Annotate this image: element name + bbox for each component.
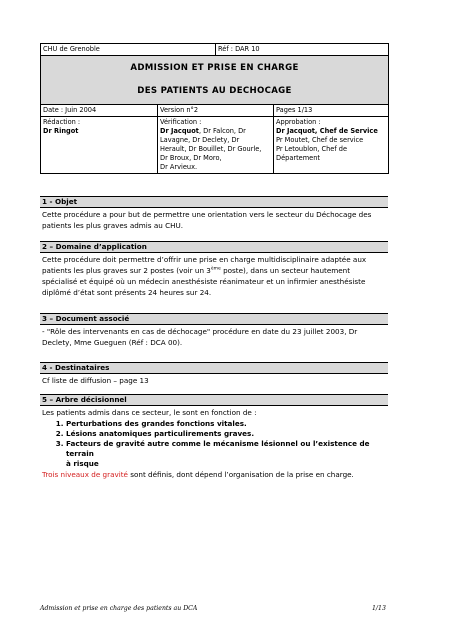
header-ref: Réf : DAR 10: [216, 44, 389, 56]
redaction-name: Dr Ringot: [43, 127, 79, 135]
approbation-cell: [274, 117, 389, 174]
list-item: 3. Facteurs de gravité autre comme le mécanisme lésionnel ou l’existence de terrain à risque: [66, 439, 386, 469]
section-arbre-decisionnel-title: 5 – Arbre décisionnel: [40, 394, 388, 406]
section-objet: [40, 196, 388, 231]
header-date: Date : Juin 2004: [41, 105, 158, 117]
header-pages: Pages 1/13: [274, 105, 389, 117]
header-row-org: [41, 44, 389, 56]
verification-text-2: Lavagne, Dr Declety, Dr: [160, 136, 240, 144]
list-item: 1. Perturbations des grandes fonctions vitales.: [66, 419, 386, 429]
header-org: CHU de Grenoble: [41, 44, 216, 56]
section-destinataires-body: [40, 374, 388, 386]
approbation-text-2: Pr Moutet, Chef de service: [276, 136, 364, 144]
section-domaine: [40, 241, 388, 298]
section-domaine-body: [40, 253, 388, 298]
section-domaine-line: diplômé d’état sont présents 24 heures sur 24.: [42, 288, 212, 297]
document-title-line1: ADMISSION ET PRISE EN CHARGE: [130, 63, 299, 73]
verification-text-1: , Dr Falcon, Dr: [198, 127, 246, 135]
section-document-associe-title: 3 – Document associé: [40, 313, 388, 325]
verification-lead: Dr Jacquot: [160, 127, 199, 135]
section-arbre-decisionnel-body: [40, 406, 388, 480]
list-item: 2. Lésions anatomiques particulirements graves.: [66, 429, 386, 439]
redaction-label: Rédaction :: [43, 118, 81, 126]
section-arbre-closing: Trois niveaux de gravité sont définis, dont dépend l’organisation de la prise en charge.: [42, 470, 354, 479]
verification-text-4: Dr Broux, Dr Moro,: [160, 154, 222, 162]
approbation-lead: Dr Jacquot, Chef de Service: [276, 127, 378, 135]
header-row-meta: [41, 105, 389, 117]
gravity-levels-highlight: Trois niveaux de gravité: [42, 470, 128, 479]
superscript-eme: ème: [210, 266, 221, 272]
header-version: Version n°2: [158, 105, 274, 117]
section-arbre-decisionnel: [40, 394, 388, 480]
section-objet-body: [40, 208, 388, 231]
verification-text-5: Dr Arvieux.: [160, 163, 198, 171]
section-destinataires-line: Cf liste de diffusion – page 13: [42, 376, 149, 385]
section-document-associe-line: - "Rôle des intervenants en cas de déchocage" procédure en date du 23 juillet 2003, Dr: [42, 327, 358, 336]
verification-text-3: Herault, Dr Bouillet, Dr Gourle,: [160, 145, 262, 153]
header-row-signatures: [41, 117, 389, 174]
criteria-list: [42, 419, 386, 469]
redaction-cell: [41, 117, 158, 174]
verification-cell: [158, 117, 274, 174]
section-arbre-intro: Les patients admis dans ce secteur, le sont en fonction de :: [42, 408, 257, 417]
verification-label: Vérification :: [160, 118, 202, 126]
section-domaine-line: patients les plus graves sur 2 postes (voir un 3ème poste), dans un secteur hautement: [42, 266, 351, 275]
section-document-associe: [40, 313, 388, 348]
section-domaine-line: Cette procédure doit permettre d’offrir une prise en charge multidisciplinaire adaptée aux: [42, 255, 367, 264]
document-title: [41, 56, 389, 105]
section-document-associe-body: [40, 325, 388, 348]
section-domaine-line: spécialisé et équipé où un médecin anesthésiste réanimateur et un infirmier anesthésiste: [42, 277, 366, 286]
section-objet-line: Cette procédure a pour but de permettre une orientation vers le secteur du Déchocage des: [42, 210, 372, 219]
footer-page-number: 1/13: [372, 605, 386, 612]
document-title-line2: DES PATIENTS AU DECHOCAGE: [137, 86, 292, 96]
section-destinataires: [40, 362, 388, 386]
section-objet-line: patients les plus graves admis au CHU.: [42, 221, 184, 230]
approbation-text-3: Pr Letoublon, Chef de: [276, 145, 348, 153]
section-document-associe-line: Declety, Mme Gueguen (Réf : DCA 00).: [42, 338, 183, 347]
section-objet-title: 1 - Objet: [40, 196, 388, 208]
document-header-table: [40, 43, 389, 174]
list-item-continuation: à risque: [66, 459, 99, 468]
footer-title: Admission et prise en charge des patients au DCA: [40, 605, 198, 612]
approbation-label: Approbation :: [276, 118, 321, 126]
section-domaine-title: 2 – Domaine d’application: [40, 241, 388, 253]
approbation-text-4: Département: [276, 154, 320, 162]
section-destinataires-title: 4 - Destinataires: [40, 362, 388, 374]
header-row-title: [41, 56, 389, 105]
